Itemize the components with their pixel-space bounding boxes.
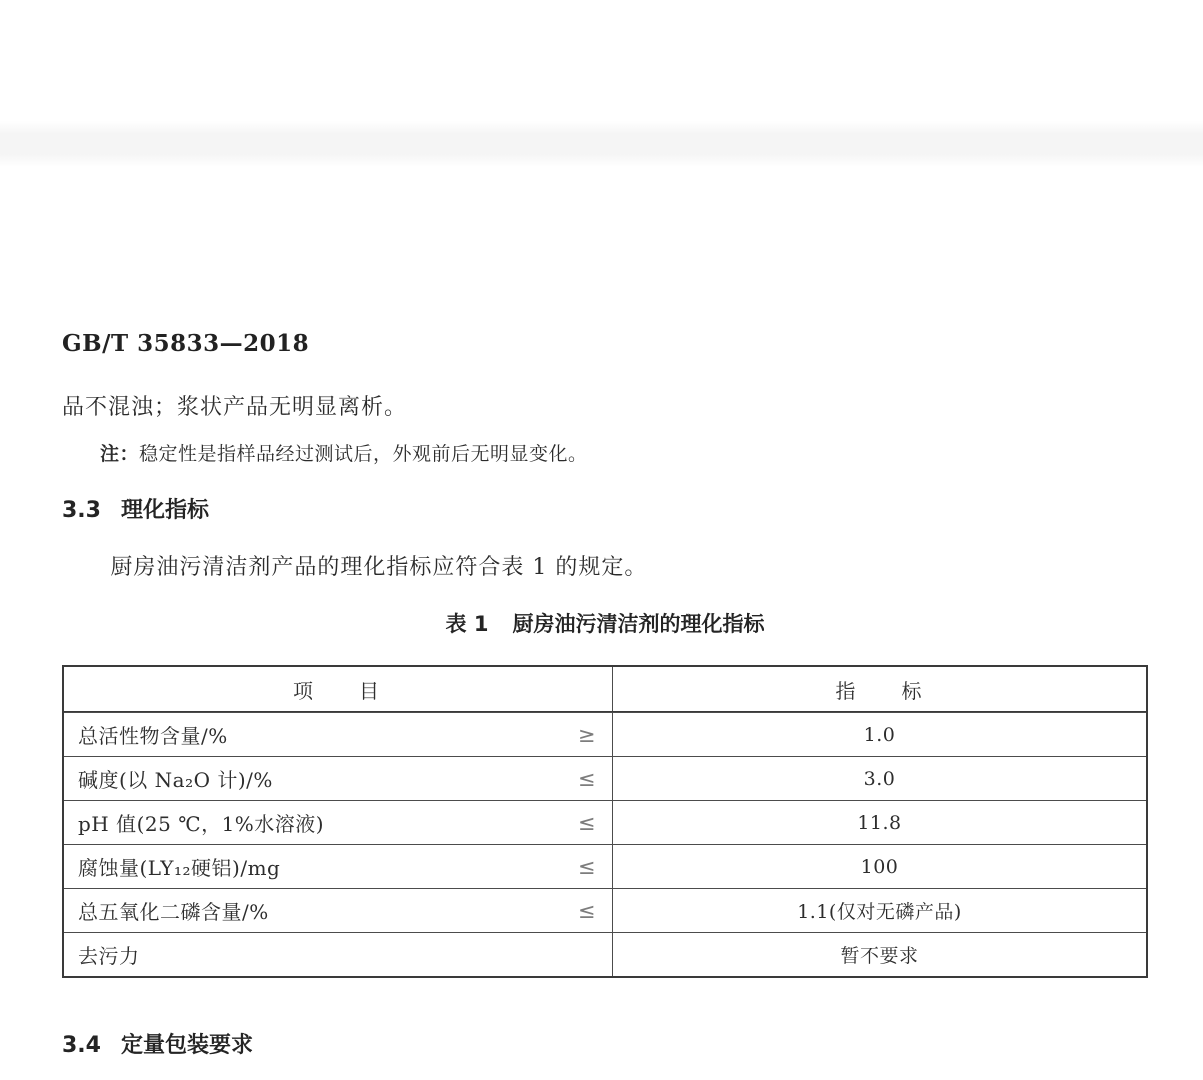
table-row (64, 888, 1146, 932)
item-cell (64, 889, 613, 932)
item-label: 碱度(以 Na₂O 计)/% (78, 768, 273, 792)
note-label: 注： (100, 443, 140, 465)
header-cell-item: 项 目 (64, 667, 613, 711)
table-caption (62, 608, 1148, 638)
table-caption-title: 厨房油污清洁剂的理化指标 (512, 612, 765, 636)
body-text-line: 品不混浊；浆状产品无明显离析。 (62, 395, 408, 420)
section-title: 理化指标 (120, 498, 209, 523)
section-title: 定量包装要求 (120, 1033, 253, 1058)
scan-artifact-band (0, 121, 1203, 167)
item-cell (64, 713, 613, 756)
table-row (64, 712, 1146, 756)
item-cell (64, 845, 613, 888)
spec-table (62, 665, 1148, 978)
indicator-cell: 100 (860, 855, 899, 878)
comparison-operator: ≤ (577, 766, 596, 791)
intro-paragraph: 厨房油污清洁剂产品的理化指标应符合表 1 的规定。 (110, 555, 648, 580)
comparison-operator: ≥ (577, 722, 596, 747)
item-label: 腐蚀量(LY₁₂硬铝)/mg (78, 856, 281, 880)
section-heading-3-3 (62, 493, 209, 524)
item-label: pH 值(25 ℃，1%水溶液) (78, 812, 325, 836)
section-heading-3-4 (62, 1028, 253, 1059)
indicator-cell: 11.8 (857, 811, 902, 834)
table-caption-label: 表 1 (445, 612, 489, 636)
note-text: 稳定性是指样品经过测试后，外观前后无明显变化。 (139, 443, 588, 465)
indicator-cell: 3.0 (863, 767, 896, 790)
indicator-cell: 暂不要求 (840, 945, 919, 967)
item-label: 去污力 (78, 944, 140, 968)
standard-number: GB/T 35833—2018 (62, 330, 310, 357)
item-cell (64, 801, 613, 844)
table-header-row (64, 667, 1146, 712)
item-cell (64, 757, 613, 800)
table-row (64, 800, 1146, 844)
comparison-operator: ≤ (577, 898, 596, 923)
table-row (64, 844, 1146, 888)
item-cell (64, 933, 613, 976)
item-label: 总五氧化二磷含量/% (78, 900, 269, 924)
table-row (64, 756, 1146, 800)
note-line (100, 439, 588, 466)
indicator-cell: 1.1(仅对无磷产品) (797, 901, 962, 923)
header-cell-indicator: 指 标 (835, 678, 924, 703)
section-number: 3.3 (62, 498, 101, 523)
section-number: 3.4 (62, 1033, 101, 1058)
comparison-operator: ≤ (577, 810, 596, 835)
table-row (64, 932, 1146, 976)
item-label: 总活性物含量/% (78, 724, 228, 748)
indicator-cell: 1.0 (863, 723, 896, 746)
comparison-operator: ≤ (577, 854, 596, 879)
